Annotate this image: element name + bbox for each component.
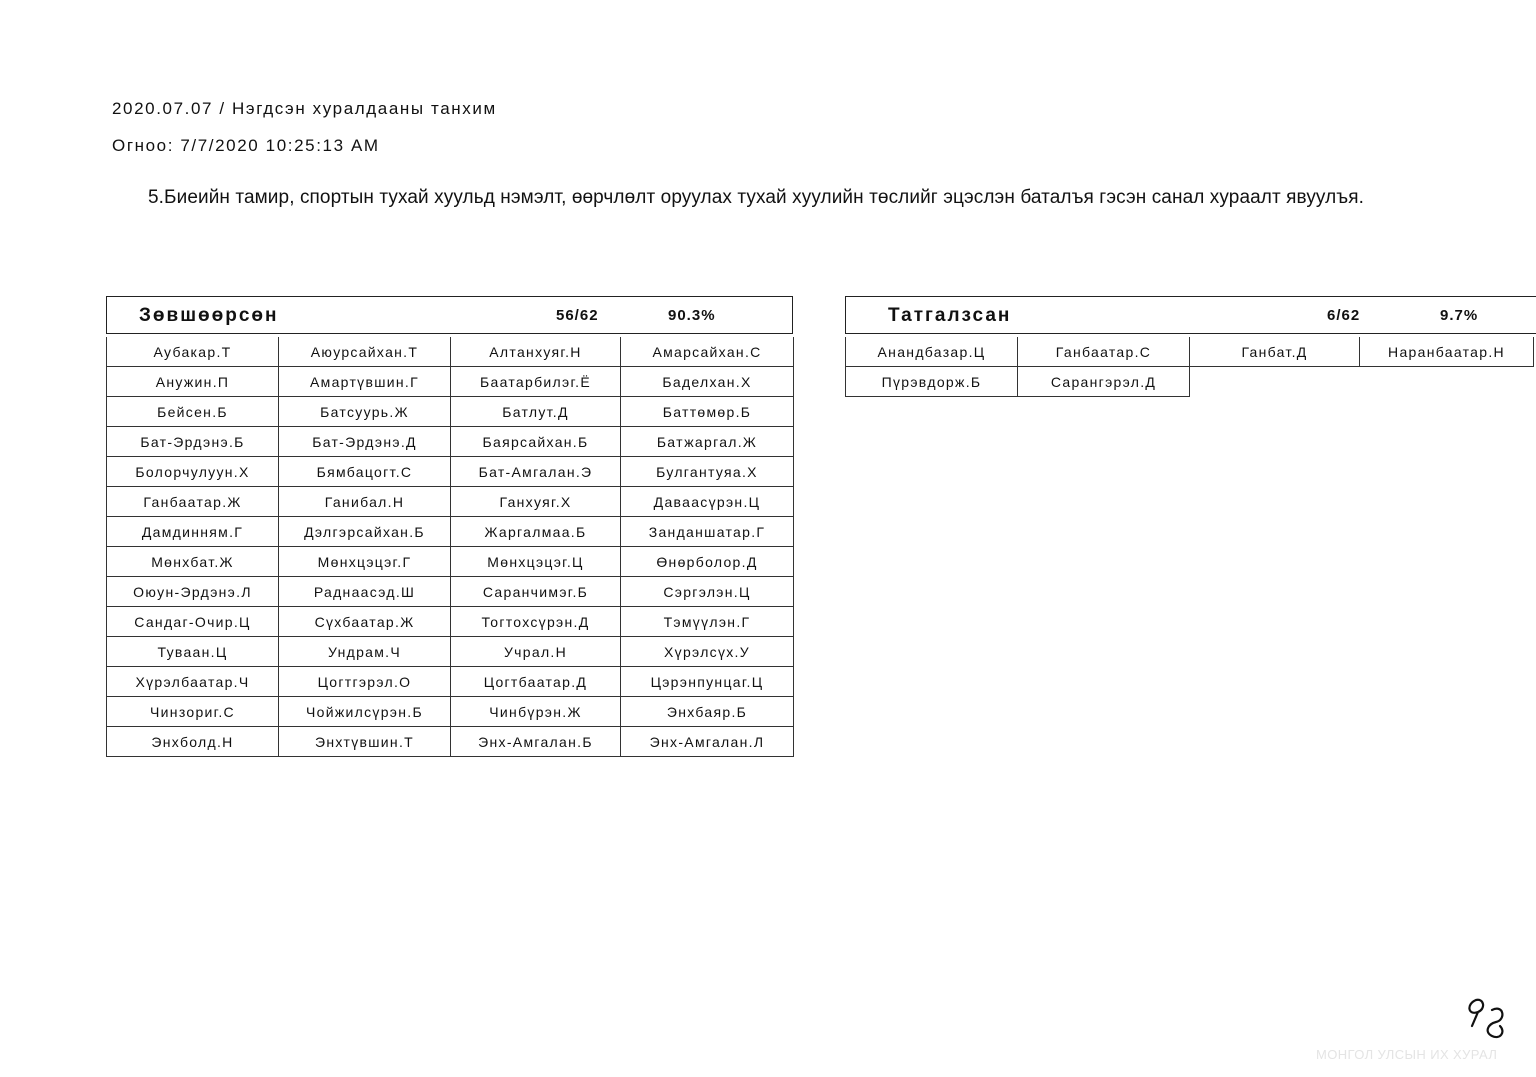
approved-name-cell: Мөнхцэцэг.Ц <box>451 547 621 577</box>
approved-name-cell: Амарсайхан.С <box>621 337 794 367</box>
approved-name-cell: Энхбаяр.Б <box>621 697 794 727</box>
approved-name-cell: Батжаргал.Ж <box>621 427 794 457</box>
watermark: МОНГОЛ УЛСЫН ИХ ХУРАЛ <box>1316 1047 1498 1062</box>
approved-name-cell: Аюурсайхан.Т <box>279 337 451 367</box>
approved-name-cell: Сэргэлэн.Ц <box>621 577 794 607</box>
approved-name-cell: Раднаасэд.Ш <box>279 577 451 607</box>
approved-name-cell: Ганхуяг.Х <box>451 487 621 517</box>
motion-text: 5.Биеийн тамир, спортын тухай хуульд нэмэлт, өөрчлөлт оруулах тухай хуулийн төслийг эцэслэн баталъя гэсэн санал хураалт явуулъя. <box>148 187 1365 208</box>
approved-name-cell: Энх-Амгалан.Л <box>621 727 794 757</box>
approved-name-cell: Баттөмөр.Б <box>621 397 794 427</box>
approved-name-cell: Дамдинням.Г <box>107 517 279 547</box>
handwritten-page-number-icon <box>1462 992 1512 1050</box>
approved-name-cell: Болорчулуун.Х <box>107 457 279 487</box>
rejected-header <box>845 296 1536 334</box>
rejected-name-cell: Наранбаатар.Н <box>1360 337 1534 367</box>
approved-name-cell: Анужин.П <box>107 367 279 397</box>
approved-name-cell: Энх-Амгалан.Б <box>451 727 621 757</box>
approved-name-cell: Саранчимэг.Б <box>451 577 621 607</box>
rejected-name-cell: Ганбаатар.С <box>1018 337 1190 367</box>
vote-datetime: Огноо: 7/7/2020 10:25:13 AM <box>112 136 380 155</box>
approved-name-cell: Занданшатар.Г <box>621 517 794 547</box>
session-title: 2020.07.07 / Нэгдсэн хуралдааны танхим <box>112 99 497 118</box>
rejected-count: 6/62 <box>1327 307 1361 324</box>
approved-name-cell: Ганбаатар.Ж <box>107 487 279 517</box>
approved-name-cell: Батлут.Д <box>451 397 621 427</box>
rejected-names-table <box>845 337 1534 397</box>
approved-name-cell: Энхтүвшин.Т <box>279 727 451 757</box>
approved-name-cell: Хүрэлбаатар.Ч <box>107 667 279 697</box>
approved-count: 56/62 <box>556 307 599 324</box>
approved-name-cell: Бейсен.Б <box>107 397 279 427</box>
approved-name-cell: Батсуурь.Ж <box>279 397 451 427</box>
approved-name-cell: Тэмүүлэн.Г <box>621 607 794 637</box>
approved-name-cell: Даваасүрэн.Ц <box>621 487 794 517</box>
approved-name-cell: Жаргалмаа.Б <box>451 517 621 547</box>
approved-name-cell: Булгантуяа.Х <box>621 457 794 487</box>
approved-name-cell: Цогтгэрэл.О <box>279 667 451 697</box>
approved-name-cell: Баделхан.Х <box>621 367 794 397</box>
approved-name-cell: Чойжилсүрэн.Б <box>279 697 451 727</box>
approved-name-cell: Мөнхбат.Ж <box>107 547 279 577</box>
approved-name-cell: Чинзориг.С <box>107 697 279 727</box>
approved-name-cell: Туваан.Ц <box>107 637 279 667</box>
approved-name-cell: Ундрам.Ч <box>279 637 451 667</box>
approved-names-table <box>106 337 794 757</box>
approved-header <box>106 296 793 334</box>
approved-name-cell: Аубакар.Т <box>107 337 279 367</box>
approved-name-cell: Дэлгэрсайхан.Б <box>279 517 451 547</box>
approved-percent: 90.3% <box>668 307 716 324</box>
approved-name-cell: Учрал.Н <box>451 637 621 667</box>
approved-name-cell: Энхболд.Н <box>107 727 279 757</box>
rejected-name-cell: Сарангэрэл.Д <box>1018 367 1190 397</box>
approved-name-cell: Бат-Амгалан.Э <box>451 457 621 487</box>
approved-name-cell: Цогтбаатар.Д <box>451 667 621 697</box>
approved-name-cell: Алтанхуяг.Н <box>451 337 621 367</box>
approved-name-cell: Өнөрболор.Д <box>621 547 794 577</box>
approved-name-cell: Бат-Эрдэнэ.Д <box>279 427 451 457</box>
rejected-percent: 9.7% <box>1440 307 1479 324</box>
approved-label: Зөвшөөрсөн <box>139 305 279 326</box>
rejected-name-cell: Ганбат.Д <box>1190 337 1360 367</box>
approved-name-cell: Цэрэнпунцаг.Ц <box>621 667 794 697</box>
approved-name-cell: Сүхбаатар.Ж <box>279 607 451 637</box>
approved-name-cell: Чинбүрэн.Ж <box>451 697 621 727</box>
rejected-name-cell: Анандбазар.Ц <box>846 337 1018 367</box>
approved-name-cell: Амартүвшин.Г <box>279 367 451 397</box>
approved-name-cell: Ганибал.Н <box>279 487 451 517</box>
approved-name-cell: Оюун-Эрдэнэ.Л <box>107 577 279 607</box>
approved-name-cell: Бямбацогт.С <box>279 457 451 487</box>
rejected-label: Татгалзсан <box>888 305 1012 326</box>
approved-name-cell: Бат-Эрдэнэ.Б <box>107 427 279 457</box>
approved-name-cell: Сандаг-Очир.Ц <box>107 607 279 637</box>
approved-name-cell: Мөнхцэцэг.Г <box>279 547 451 577</box>
approved-name-cell: Хүрэлсүх.У <box>621 637 794 667</box>
approved-name-cell: Тогтохсүрэн.Д <box>451 607 621 637</box>
approved-name-cell: Баатарбилэг.Ё <box>451 367 621 397</box>
approved-name-cell: Баярсайхан.Б <box>451 427 621 457</box>
rejected-name-cell: Пүрэвдорж.Б <box>846 367 1018 397</box>
